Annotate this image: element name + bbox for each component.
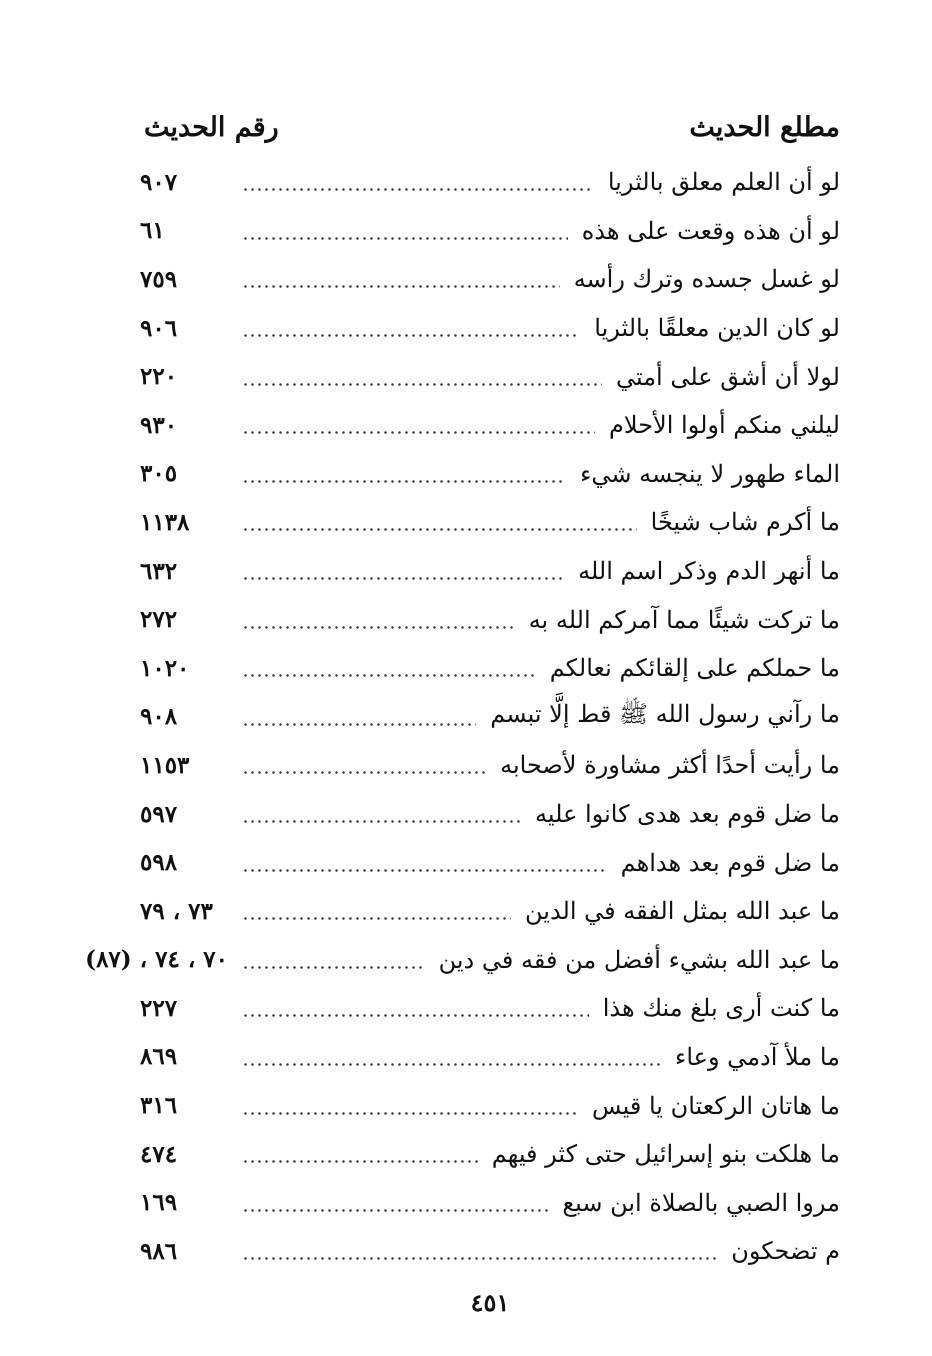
hadith-number: ٧٠ ، ٧٤ ، (٨٧) [85, 946, 228, 974]
hadith-incipit: ما كنت أرى بلغ منك هذا [602, 994, 840, 1023]
index-entry [140, 838, 840, 887]
hadith-number: ٩٨٦ [140, 1237, 178, 1265]
dot-leader [242, 1094, 578, 1118]
dot-leader [242, 1045, 661, 1069]
index-entry [140, 1178, 840, 1227]
hadith-incipit: ما رآني رسول الله ﷺ قط إلَّا تبسم [490, 700, 840, 729]
hadith-incipit: ما عبد الله بشيء أفضل من فقه في دين [438, 945, 840, 974]
index-entry [140, 158, 840, 207]
hadith-number: ١١٥٣ [140, 751, 190, 779]
dot-leader [242, 170, 594, 194]
dot-leader [242, 219, 568, 243]
hadith-incipit: لو أن العلم معلق بالثريا [607, 168, 840, 197]
index-entry [140, 255, 840, 304]
hadith-number: ٣٠٥ [140, 460, 178, 488]
hadith-number: ١٠٢٠ [140, 654, 190, 682]
column-headers [140, 112, 840, 152]
hadith-incipit: ما ضل قوم بعد هداهم [620, 848, 840, 877]
index-entry [140, 401, 840, 450]
hadith-number: ٩٠٧ [140, 168, 178, 196]
dot-leader [242, 608, 515, 632]
index-entry [140, 644, 840, 693]
index-entry [140, 984, 840, 1033]
hadith-number: ٨٦٩ [140, 1043, 178, 1071]
hadith-incipit: ما أنهر الدم وذكر اسم الله [578, 557, 840, 586]
hadith-number: ٩٠٦ [140, 314, 178, 342]
hadith-incipit: ما تركت شيئًا مما آمركم الله به [528, 605, 840, 634]
hadith-incipit: لو أن هذه وقعت على هذه [581, 216, 840, 245]
dot-leader [242, 899, 511, 923]
hadith-number: ٢٢٧ [140, 994, 178, 1022]
dot-leader [242, 802, 521, 826]
hadith-number: ٦١ [140, 217, 165, 245]
hadith-incipit: ما رأيت أحدًا أكثر مشاورة لأصحابه [500, 751, 840, 780]
index-entry [140, 887, 840, 936]
hadith-number: ١٦٩ [140, 1189, 178, 1217]
hadith-number: ٤٧٤ [140, 1140, 178, 1168]
dot-leader [242, 948, 425, 972]
index-entry [140, 790, 840, 839]
dot-leader [242, 1191, 548, 1215]
index-entry [140, 352, 840, 401]
index-entry [140, 547, 840, 596]
hadith-incipit: م تضحكون [731, 1237, 840, 1266]
hadith-number: ١١٣٨ [140, 508, 190, 536]
hadith-number: ٧٥٩ [140, 265, 178, 293]
hadith-number: ٩٠٨ [140, 703, 178, 731]
index-entry [140, 1081, 840, 1130]
dot-leader [242, 705, 476, 729]
hadith-number: ٩٣٠ [140, 411, 178, 439]
dot-leader [242, 462, 566, 486]
index-entry [85, 936, 840, 985]
hadith-incipit: الماء طهور لا ينجسه شيء [580, 459, 840, 488]
index-entry [140, 498, 840, 547]
hadith-incipit: لولا أن أشق على أمتي [615, 362, 840, 391]
dot-leader [242, 851, 607, 875]
index-entry [140, 1227, 840, 1276]
hadith-number: ٢٢٠ [140, 363, 178, 391]
dot-leader [242, 267, 560, 291]
hadith-incipit: ليلني منكم أولوا الأحلام [609, 411, 840, 440]
dot-leader [242, 1142, 478, 1166]
index-entry [140, 595, 840, 644]
hadith-incipit: ما ضل قوم بعد هدى كانوا عليه [535, 800, 840, 829]
index-entry [140, 693, 840, 742]
hadith-number: ٥٩٨ [140, 849, 178, 877]
dot-leader [242, 753, 486, 777]
hadith-number-header: رقم الحديث [144, 112, 279, 143]
hadith-incipit: ما ملأ آدمي وعاء [675, 1042, 840, 1071]
index-entry [140, 450, 840, 499]
hadith-number: ٢٧٢ [140, 606, 178, 634]
hadith-incipit: ما هلكت بنو إسرائيل حتى كثر فيهم [491, 1140, 840, 1169]
hadith-incipit: لو غسل جسده وترك رأسه [573, 265, 840, 294]
hadith-index-list [85, 158, 840, 1276]
index-entry [140, 741, 840, 790]
dot-leader [242, 656, 536, 680]
hadith-number: ٥٩٧ [140, 800, 178, 828]
dot-leader [242, 365, 602, 389]
dot-leader [242, 559, 564, 583]
page-number: ٤٥١ [470, 1288, 510, 1317]
hadith-incipit: ما أكرم شاب شيخًا [650, 508, 840, 537]
index-entry [140, 1033, 840, 1082]
dot-leader [242, 316, 580, 340]
hadith-number: ٧٣ ، ٧٩ [140, 897, 213, 925]
index-page [85, 0, 840, 1356]
hadith-number: ٣١٦ [140, 1092, 178, 1120]
hadith-incipit-header: مطلع الحديث [689, 112, 840, 143]
hadith-incipit: ما هاتان الركعتان يا قيس [592, 1091, 840, 1120]
dot-leader [242, 1239, 717, 1263]
dot-leader [242, 510, 637, 534]
hadith-incipit: ما حملكم على إلقائكم نعالكم [549, 654, 840, 683]
index-entry [140, 304, 840, 353]
dot-leader [242, 413, 595, 437]
hadith-incipit: لو كان الدين معلقًا بالثريا [594, 314, 840, 343]
hadith-number: ٦٣٢ [140, 557, 178, 585]
dot-leader [242, 996, 589, 1020]
index-entry [140, 207, 840, 256]
index-entry [140, 1130, 840, 1179]
hadith-incipit: ما عبد الله بمثل الفقه في الدين [525, 897, 840, 926]
hadith-incipit: مروا الصبي بالصلاة ابن سبع [562, 1188, 840, 1217]
